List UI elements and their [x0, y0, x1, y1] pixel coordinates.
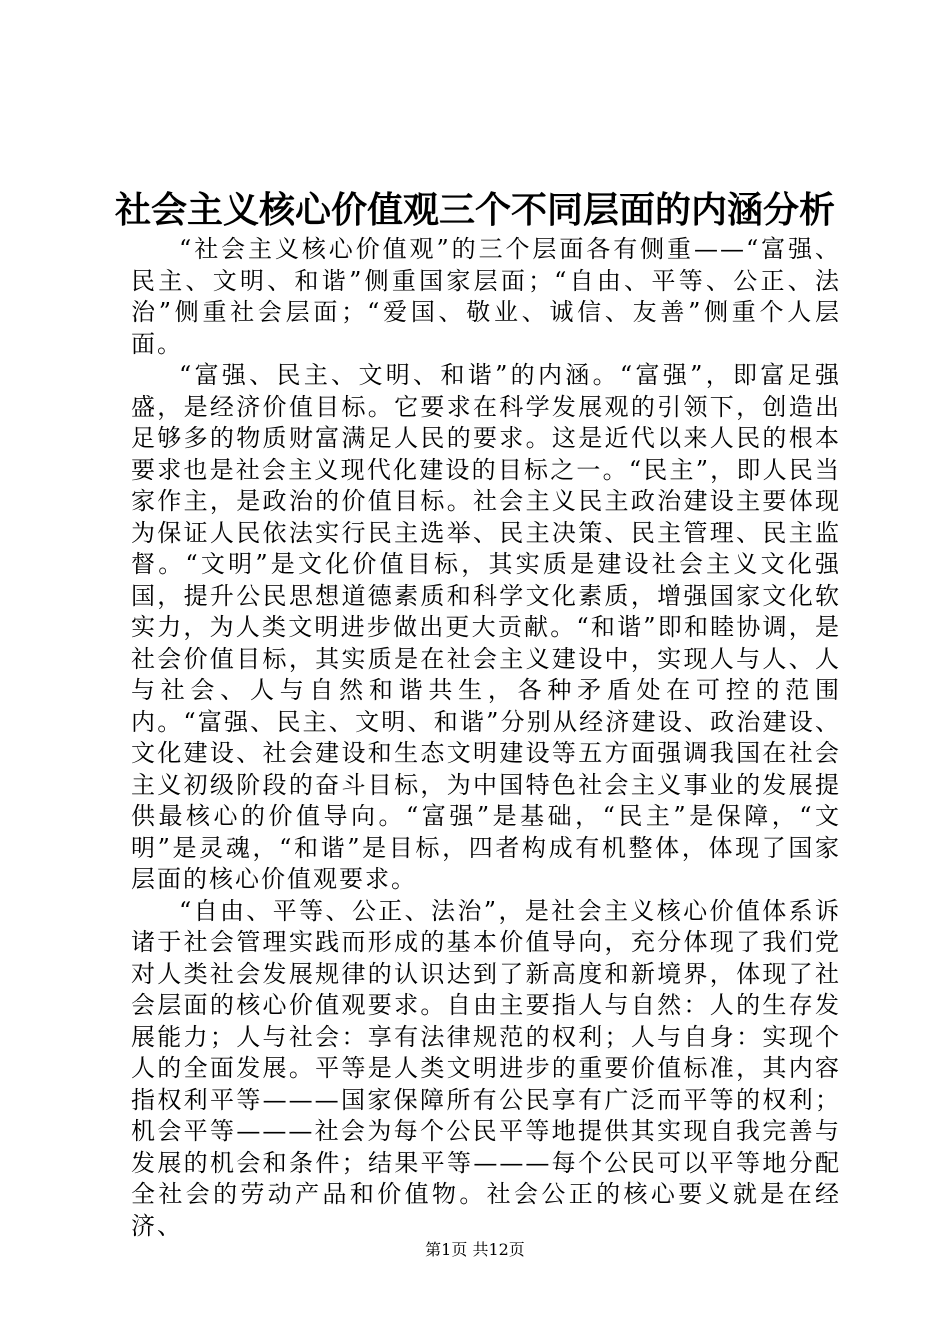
paragraph-national-level: “富强、民主、文明、和谐”的内涵。“富强”，即富足强盛，是经济价值目标。它要求在科学发展观的引领下，创造出足够多的物质财富满足人民的要求。这是近代以来人民的根本要求也是社会主义现代化建设的目标之一。“民主”，即人民当家作主，是政治的价值目标。社会主义民主政治建设主要体现为保证人民依法实行民主选举、民主决策、民主管理、民主监督。“文明”是文化价值目标，其实质是建设社会主义文化强国，提升公民思想道德素质和科学文化素质，增强国家文化软实力，为人类文明进步做出更大贡献。“和谐”即和睦协调，是社会价值目标，其实质是在社会主义建设中，实现人与人、人与社会、人与自然和谐共生，各种矛盾处在可控的范围内。“富强、民主、文明、和谐”分别从经济建设、政治建设、文化建设、社会建设和生态文明建设等五方面强调我国在社会主义初级阶段的奋斗目标，为中国特色社会主义事业的发展提供最核心的价值导向。“富强”是基础，“民主”是保障，“文明”是灵魂，“和谐”是目标，四者构成有机整体，体现了国家层面的核心价值观要求。 — [131, 361, 841, 893]
page-number-footer: 第1页 共12页 — [425, 1240, 525, 1259]
document-title: 社会主义核心价值观三个不同层面的内涵分析 — [114, 189, 835, 231]
paragraph-overview: “社会主义核心价值观”的三个层面各有侧重——“富强、民主、文明、和谐”侧重国家层面；“自由、平等、公正、法治”侧重社会层面；“爱国、敬业、诚信、友善”侧重个人层面。 — [131, 235, 841, 358]
document-body — [131, 234, 841, 1242]
paragraph-social-level: “自由、平等、公正、法治”，是社会主义核心价值体系诉诸于社会管理实践而形成的基本价值导向，充分体现了我们党对人类社会发展规律的认识达到了新高度和新境界，体现了社会层面的核心价值观要求。自由主要指人与自然：人的生存发展能力；人与社会：享有法律规范的权利；人与自身：实现个人的全面发展。平等是人类文明进步的重要价值标准，其内容指权利平等———国家保障所有公民享有广泛而平等的权利；机会平等———社会为每个公民平等地提供其实现自我完善与发展的机会和条件；结果平等———每个公民可以平等地分配全社会的劳动产品和价值物。社会公正的核心要义就是在经济、 — [131, 896, 841, 1240]
